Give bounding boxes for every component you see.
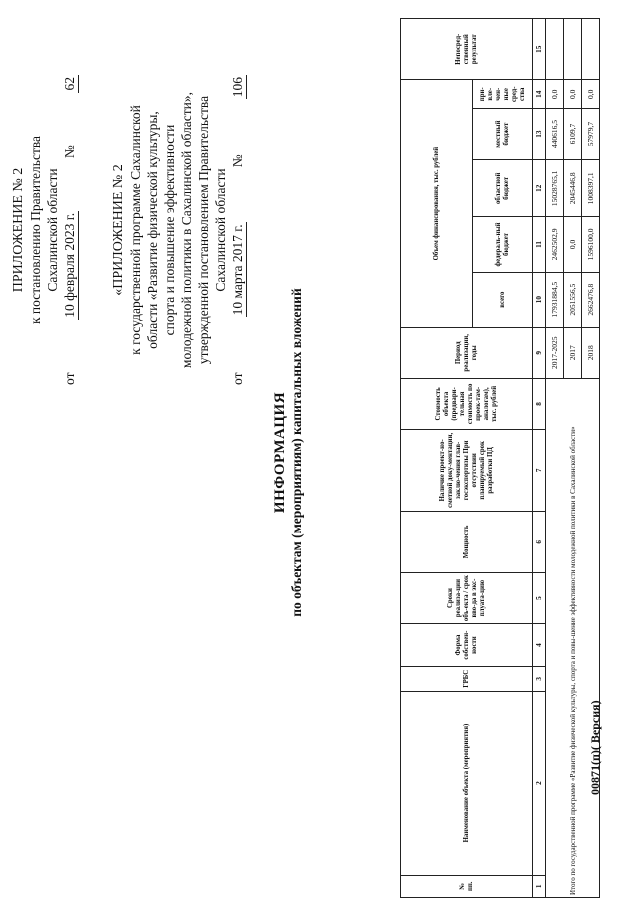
cell-result <box>564 19 582 80</box>
header-program-date: 10 марта 2017 г. <box>230 224 245 316</box>
column-number-cell: 10 <box>533 272 546 327</box>
header-program-date-line <box>229 75 247 385</box>
col-header-obl: областной бюджет <box>473 160 533 217</box>
col-header-name: Наименование объекта (мероприятия) <box>401 691 533 875</box>
header-decree-from: от <box>62 372 77 385</box>
col-header-power: Мощность <box>401 511 533 572</box>
column-number-cell: 7 <box>533 429 546 511</box>
header-program-line3: спорта и повышение эффективности <box>162 124 177 336</box>
doc-footer-code: 00871(п)( Версия) <box>588 700 602 795</box>
column-number-cell: 6 <box>533 511 546 572</box>
cell-local: 6109,7 <box>564 109 582 160</box>
total-label: Итого по государственной программе «Развитие физической культуры, спорта и повы-шение эффективности молодежной политики в Сахалинской области» <box>546 378 600 897</box>
cell-period: 2018 <box>582 327 600 378</box>
doc-title: ИНФОРМАЦИЯ <box>272 391 288 514</box>
column-number-cell: 11 <box>533 217 546 272</box>
col-header-financing: Объем финансирования, тыс. рублей <box>401 80 473 327</box>
col-header-local: местный бюджет <box>473 109 533 160</box>
header-program-line1: к государственной программе Сахалинской <box>128 105 143 355</box>
header-program-from: от <box>230 372 245 385</box>
header-decree-num-label: № <box>62 145 77 159</box>
header-program <box>110 75 247 385</box>
cell-fed: 1596100,0 <box>582 217 600 272</box>
col-header-period: Период реализации, годы <box>401 327 533 378</box>
capital-investments-table <box>400 18 600 898</box>
column-numbers-row <box>533 19 546 898</box>
col-header-other: при-вле-чен-ные сред-ства <box>473 80 533 109</box>
cell-result <box>582 19 600 80</box>
header-decree-date-line <box>61 75 79 385</box>
cell-local: 440616,5 <box>546 109 564 160</box>
col-header-result: Непосред-ственный результат <box>401 19 533 80</box>
col-header-terms: Сроки реализа-ции объ-екта / срок вво-да в экс-плуата-цию <box>401 573 533 624</box>
col-header-form: Форма собствен-ности <box>401 624 533 667</box>
header-decree-line1: к постановлению Правительства <box>28 135 43 325</box>
col-header-psd: Наличие проект-но-сметной доку-ментации, заклю-чения глав-госэкспертизы При отсутствии планируемый срок разработки ПД <box>401 429 533 511</box>
header-program-title: «ПРИЛОЖЕНИЕ № 2 <box>111 164 126 296</box>
column-number-cell: 9 <box>533 327 546 378</box>
table-row <box>546 19 564 898</box>
header-program-line5: утвержденной постановлением Правительства <box>196 95 211 365</box>
header-decree-line2: Сахалинской области <box>45 168 60 292</box>
cell-fed: 0,0 <box>564 217 582 272</box>
cell-period: 2017 <box>564 327 582 378</box>
col-header-grbs: ГРБС <box>401 667 533 692</box>
cell-local: 57979,7 <box>582 109 600 160</box>
header-decree-date: 10 февраля 2023 г. <box>62 212 77 318</box>
column-number-cell: 4 <box>533 624 546 667</box>
column-number-cell: 8 <box>533 378 546 429</box>
cell-result <box>546 19 564 80</box>
header-program-num-label: № <box>230 154 245 168</box>
cell-total: 2051556,5 <box>564 272 582 327</box>
header-program-line6: Сахалинской области <box>213 168 228 292</box>
header-decree-number: 62 <box>62 77 77 91</box>
header-program-line2: области «Развитие физической культуры, <box>145 111 160 349</box>
col-header-num: № пп. <box>401 875 533 897</box>
cell-other: 0,0 <box>564 80 582 109</box>
column-number-cell: 15 <box>533 19 546 80</box>
column-number-cell: 2 <box>533 691 546 875</box>
cell-fed: 2462502,9 <box>546 217 564 272</box>
header-program-number: 106 <box>230 77 245 98</box>
header-row-1 <box>401 19 473 898</box>
column-number-cell: 12 <box>533 160 546 217</box>
cell-total: 17931884,5 <box>546 272 564 327</box>
doc-subtitle: по объектам (мероприятиям) капитальных вложений <box>289 288 304 617</box>
cell-period: 2017-2025 <box>546 327 564 378</box>
column-number-cell: 13 <box>533 109 546 160</box>
cell-other: 0,0 <box>546 80 564 109</box>
column-number-cell: 1 <box>533 875 546 897</box>
col-header-fed: федераль-ный бюджет <box>473 217 533 272</box>
cell-obl: 15028765,1 <box>546 160 564 217</box>
col-header-cost: Стоимость объекта (предвари-тельная стоимость по проек-там-аналогам), тыс. рублей <box>401 378 533 429</box>
column-number-cell: 14 <box>533 80 546 109</box>
column-number-cell: 3 <box>533 667 546 692</box>
header-decree <box>10 75 79 385</box>
cell-obl: 2045446,8 <box>564 160 582 217</box>
header-decree-title: ПРИЛОЖЕНИЕ № 2 <box>11 167 26 293</box>
column-number-cell: 5 <box>533 573 546 624</box>
cell-other: 0,0 <box>582 80 600 109</box>
col-header-total: всего <box>473 272 533 327</box>
header-program-line4: молодежной политики в Сахалинской области», <box>179 91 194 369</box>
cell-total: 2662476,8 <box>582 272 600 327</box>
cell-obl: 1008397,1 <box>582 160 600 217</box>
